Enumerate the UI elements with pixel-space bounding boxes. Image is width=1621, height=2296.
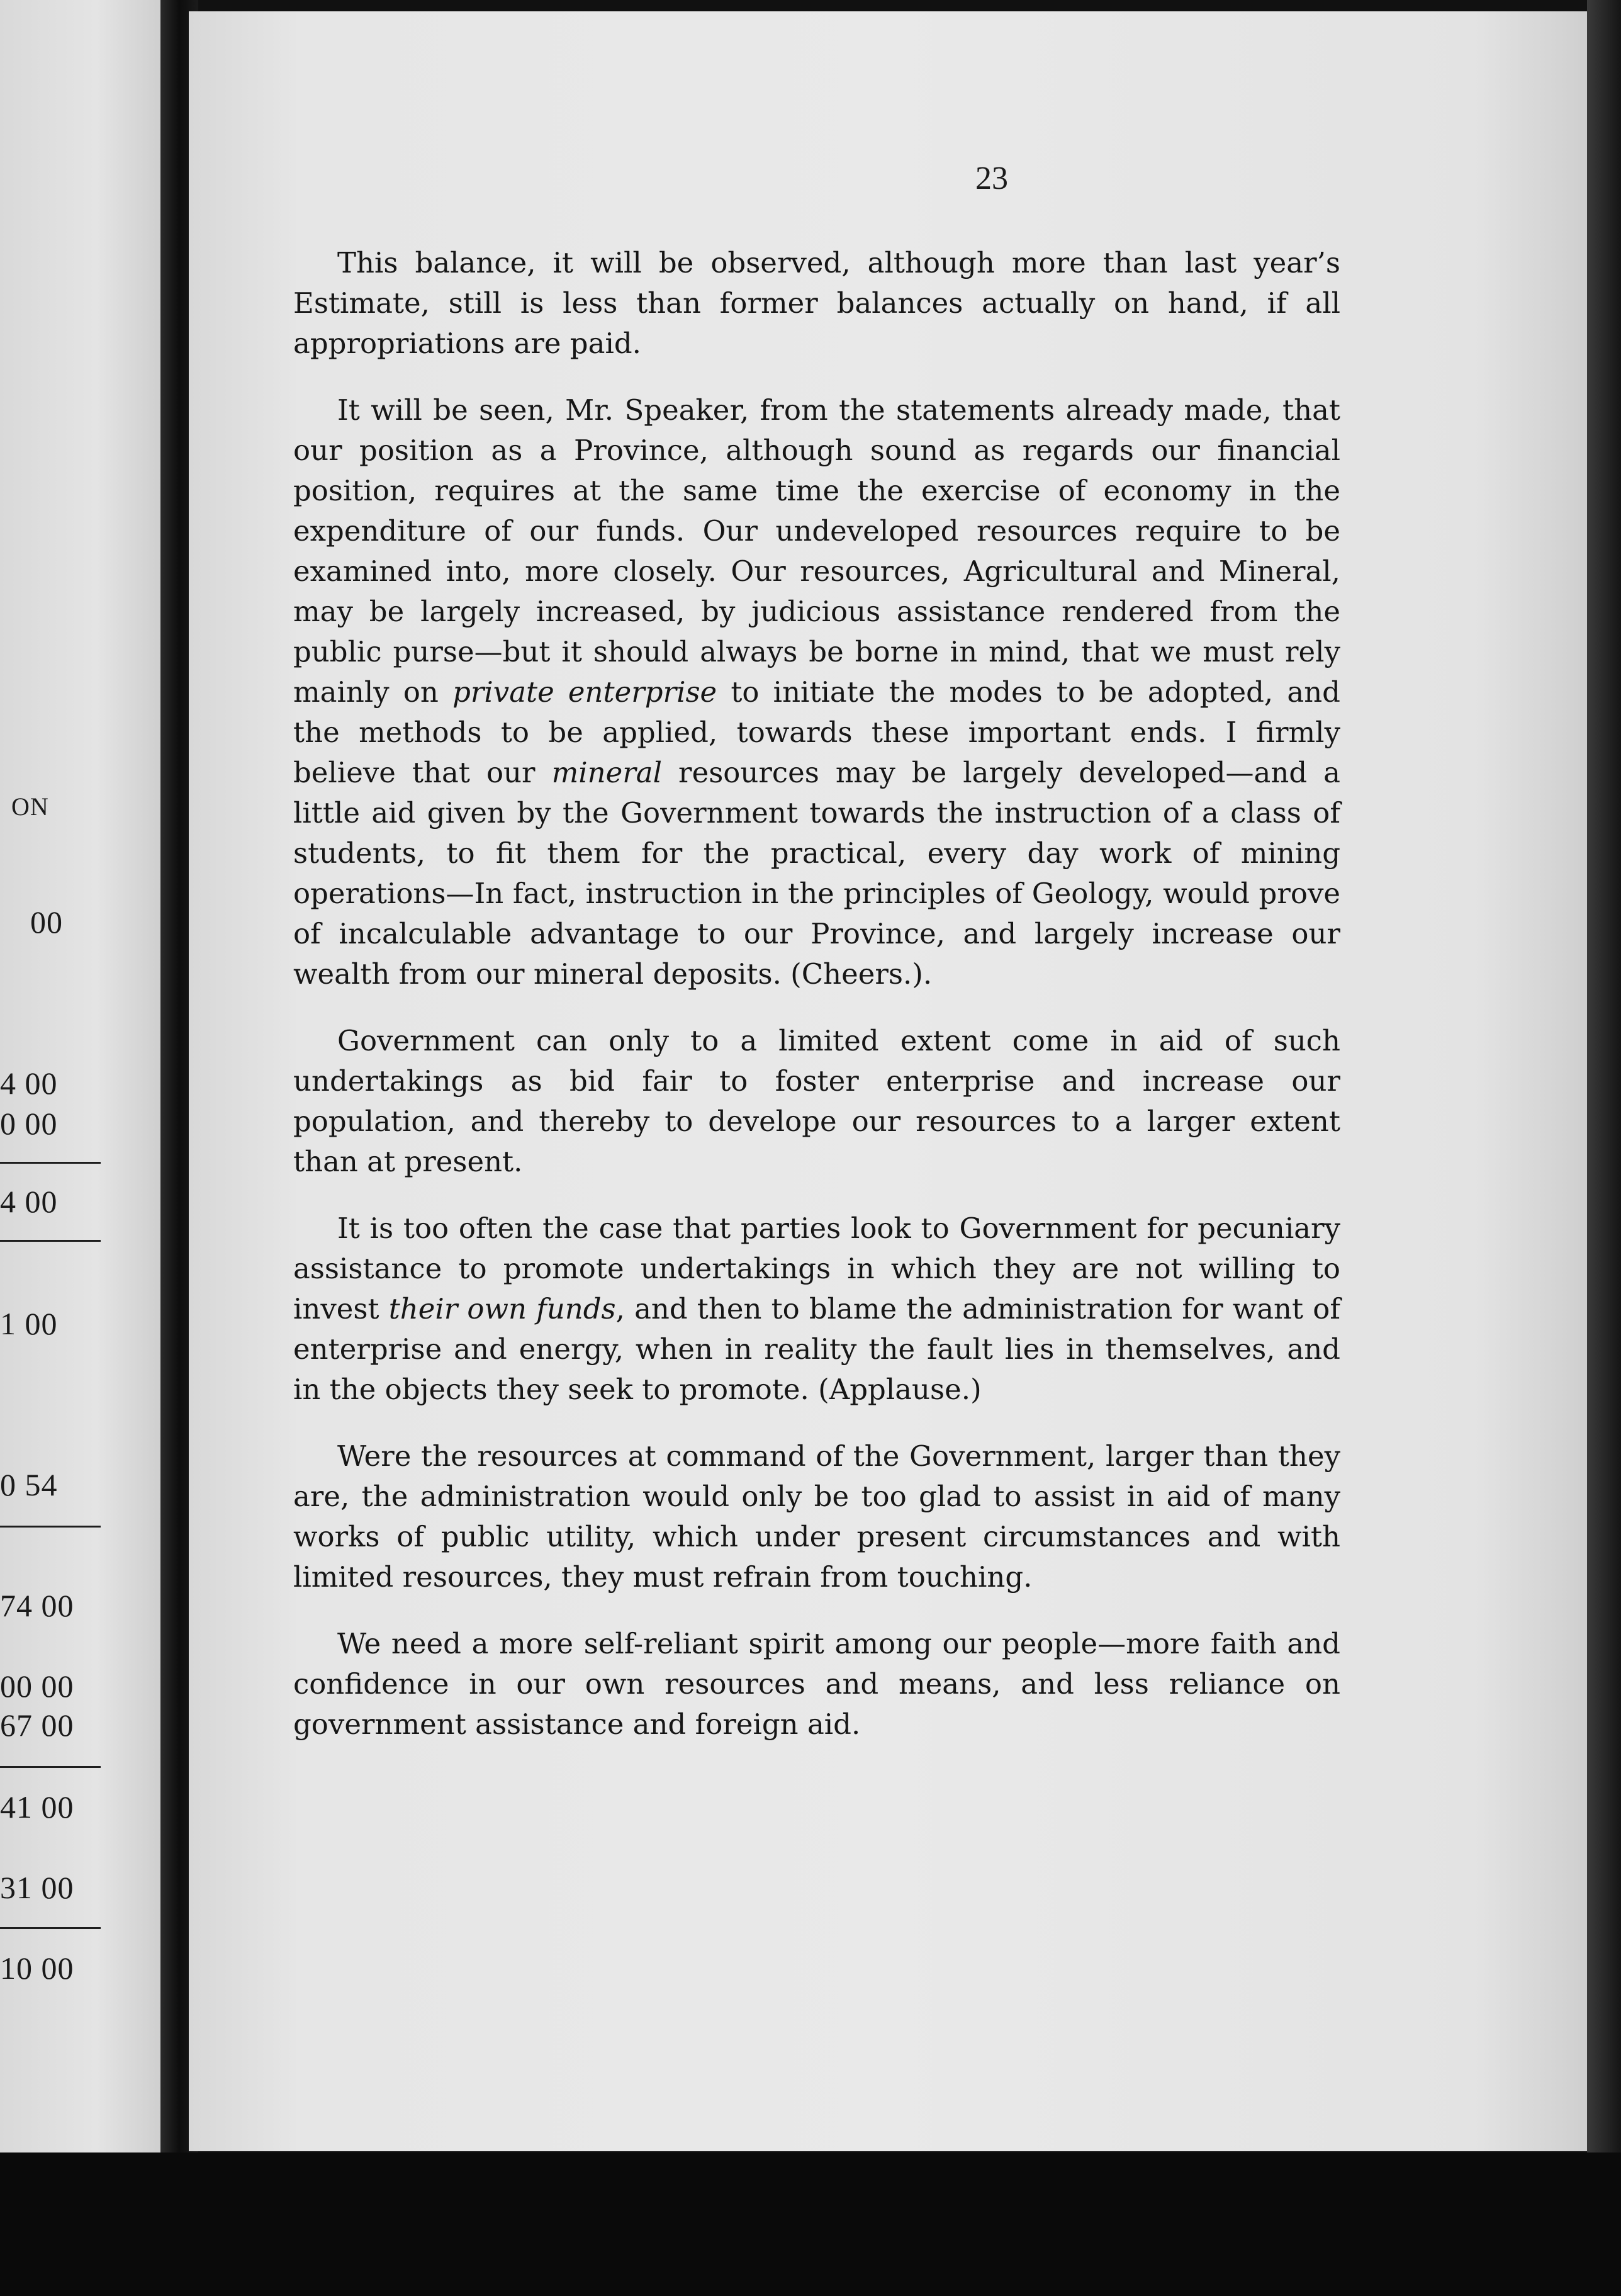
margin-number: 0 00 <box>0 1106 58 1141</box>
paragraph-1: This balance, it will be observed, although more than last year’s Estimate, still is less than former balances actually on hand, if all appropriations are paid. <box>293 246 1340 360</box>
paragraph-3: Government can only to a limited extent come in aid of such undertakings as bid fair to foster enterprise and increase our population, and thereby to develope our resources to a larger extent than at present. <box>293 1024 1340 1178</box>
sum-rule <box>0 1526 101 1528</box>
margin-number: 74 00 <box>0 1588 74 1623</box>
margin-number: 41 00 <box>0 1789 74 1825</box>
sum-rule <box>0 1927 101 1929</box>
facing-page-fragment <box>0 0 160 2152</box>
margin-number: 4 00 <box>0 1184 58 1219</box>
sum-rule <box>0 1240 101 1242</box>
margin-fragment: ON <box>11 792 49 821</box>
italic-phrase: their own funds <box>388 1292 616 1325</box>
scan-background <box>0 2152 1621 2296</box>
paragraph-2: It will be seen, Mr. Speaker, from the statements already made, that our position as a Province, although sound as regards our financial position, requires at the same time the exercise of economy in the expenditure of our funds. Our undeveloped resources require to be examined into, more closely. Our resources, Agricultural and Mineral, may be largely increased, by judicious assistance rendered from the public purse—but it should always be borne in mind, that we must rely mainly on private enterprise to initiate the modes to be adopted, and the methods to be applied, towards these important ends. I firmly believe that our mineral resources may be largely developed—and a little aid given by the Government towards the instruction of a class of students, to fit them for the practical, every day work of mining operations—In fact, instruction in the principles of Geology, would prove of incalculable advantage to our Province, and largely increase our wealth from our mineral deposits. (Cheers.). <box>293 393 1340 991</box>
document-page <box>189 11 1587 2151</box>
paragraph-4: It is too often the case that parties look to Government for pecuniary assistance to promote undertakings in which they are not willing to invest their own funds, and then to blame the administration for want of enterprise and energy, when in reality the fault lies in themselves, and in the objects they seek to promote. (Applause.) <box>293 1212 1340 1406</box>
sum-rule <box>0 1162 101 1164</box>
margin-number: 31 00 <box>0 1870 74 1905</box>
italic-phrase: mineral <box>551 756 663 789</box>
page-number: 23 <box>975 160 1008 196</box>
margin-number: 00 <box>30 904 63 940</box>
margin-number: 0 54 <box>0 1467 58 1502</box>
margin-number: 4 00 <box>0 1066 58 1101</box>
margin-number: 10 00 <box>0 1950 74 1986</box>
sum-rule <box>0 1766 101 1768</box>
margin-number: 00 00 <box>0 1669 74 1704</box>
paragraph-5: Were the resources at command of the Government, larger than they are, the administration would only be too glad to assist in aid of many works of public utility, which under present circumstances and with limited resources, they must refrain from touching. <box>293 1439 1340 1594</box>
body-text <box>293 243 1340 1771</box>
italic-phrase: private enterprise <box>452 675 717 709</box>
margin-number: 1 00 <box>0 1306 58 1341</box>
margin-number: 67 00 <box>0 1708 74 1743</box>
paragraph-6: We need a more self-reliant spirit among our people—more faith and confidence in our own resources and means, and less reliance on government assistance and foreign aid. <box>293 1627 1340 1741</box>
page-edge <box>1587 0 1621 2178</box>
